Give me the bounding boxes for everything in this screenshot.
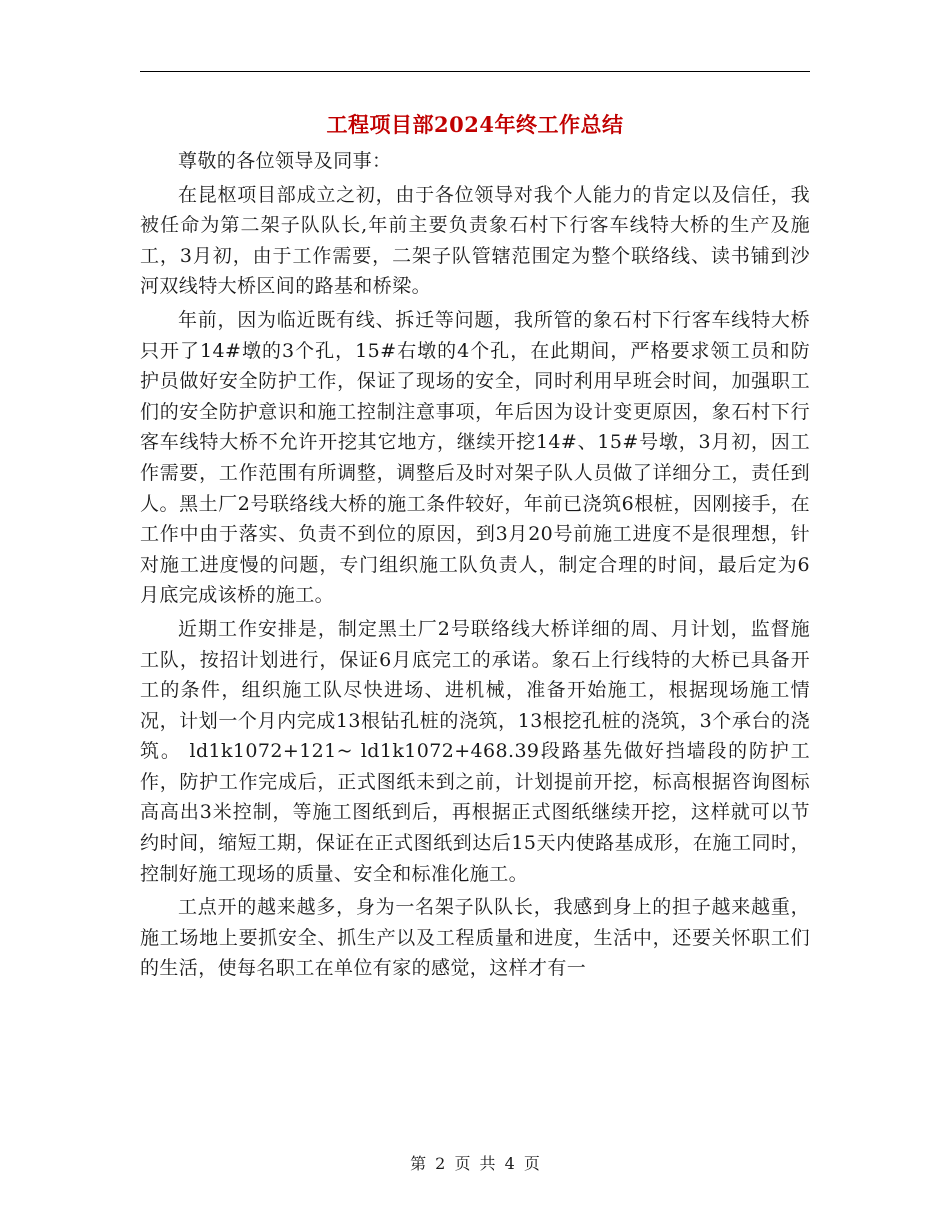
body-paragraph: 近期工作安排是，制定黑土厂2号联络线大桥详细的周、月计划，监督施工队，按招计划进行，保证6月底完工的承诺。象石上行线特的大桥已具备开工的条件，组织施工队尽快进场、进机械，准备开始施工，根据现场施工情况，计划一个月内完成13根钻孔桩的浇筑，13根挖孔桩的浇筑，3个承台的浇筑。 ld1k1072+121~ ld1k1072+468.39段路基先做好挡墙段的防护工作，防护工作完成后，正式图纸未到之前，计划提前开挖，标高根据咨询图标高高出3米控制，等施工图纸到后，再根据正式图纸继续开挖，这样就可以节约时间，缩短工期，保证在正式图纸到达后15天内使路基成形，在施工同时，控制好施工现场的质量、安全和标准化施工。 [140,617,810,885]
body-paragraph: 在昆枢项目部成立之初，由于各位领导对我个人能力的肯定以及信任，我被任命为第二架子队队长,年前主要负责象石村下行客车线特大桥的生产及施工，3月初，由于工作需要，二架子队管辖范围定为整个联络线、读书铺到沙河双线特大桥区间的路基和桥梁。 [140,183,810,298]
header-rule [140,71,810,72]
page-number-footer: 第 2 页 共 4 页 [410,1154,540,1173]
salutation-paragraph: 尊敬的各位领导及同事： [178,150,392,172]
document-title: 工程项目部2024年终工作总结 [326,112,624,137]
body-paragraph: 工点开的越来越多，身为一名架子队队长，我感到身上的担子越来越重，施工场地上要抓安全、抓生产以及工程质量和进度，生活中，还要关怀职工们的生活，使每名职工在单位有家的感觉，这样才有一 [140,896,810,980]
document-body [140,146,810,987]
body-paragraph: 年前，因为临近既有线、拆迁等问题，我所管的象石村下行客车线特大桥只开了14#墩的3个孔，15#右墩的4个孔，在此期间，严格要求领工员和防护员做好安全防护工作，保证了现场的安全，同时利用早班会时间，加强职工们的安全防护意识和施工控制注意事项，年后因为设计变更原因，象石村下行客车线特大桥不允许开挖其它地方，继续开挖14#、15#号墩，3月初，因工作需要，工作范围有所调整，调整后及时对架子队人员做了详细分工，责任到人。黑土厂2号联络线大桥的施工条件较好，年前已浇筑6根桩，因刚接手，在工作中由于落实、负责不到位的原因，到3月20号前施工进度不是很理想，针对施工进度慢的问题，专门组织施工队负责人，制定合理的时间，最后定为6月底完成该桥的施工。 [140,308,810,607]
